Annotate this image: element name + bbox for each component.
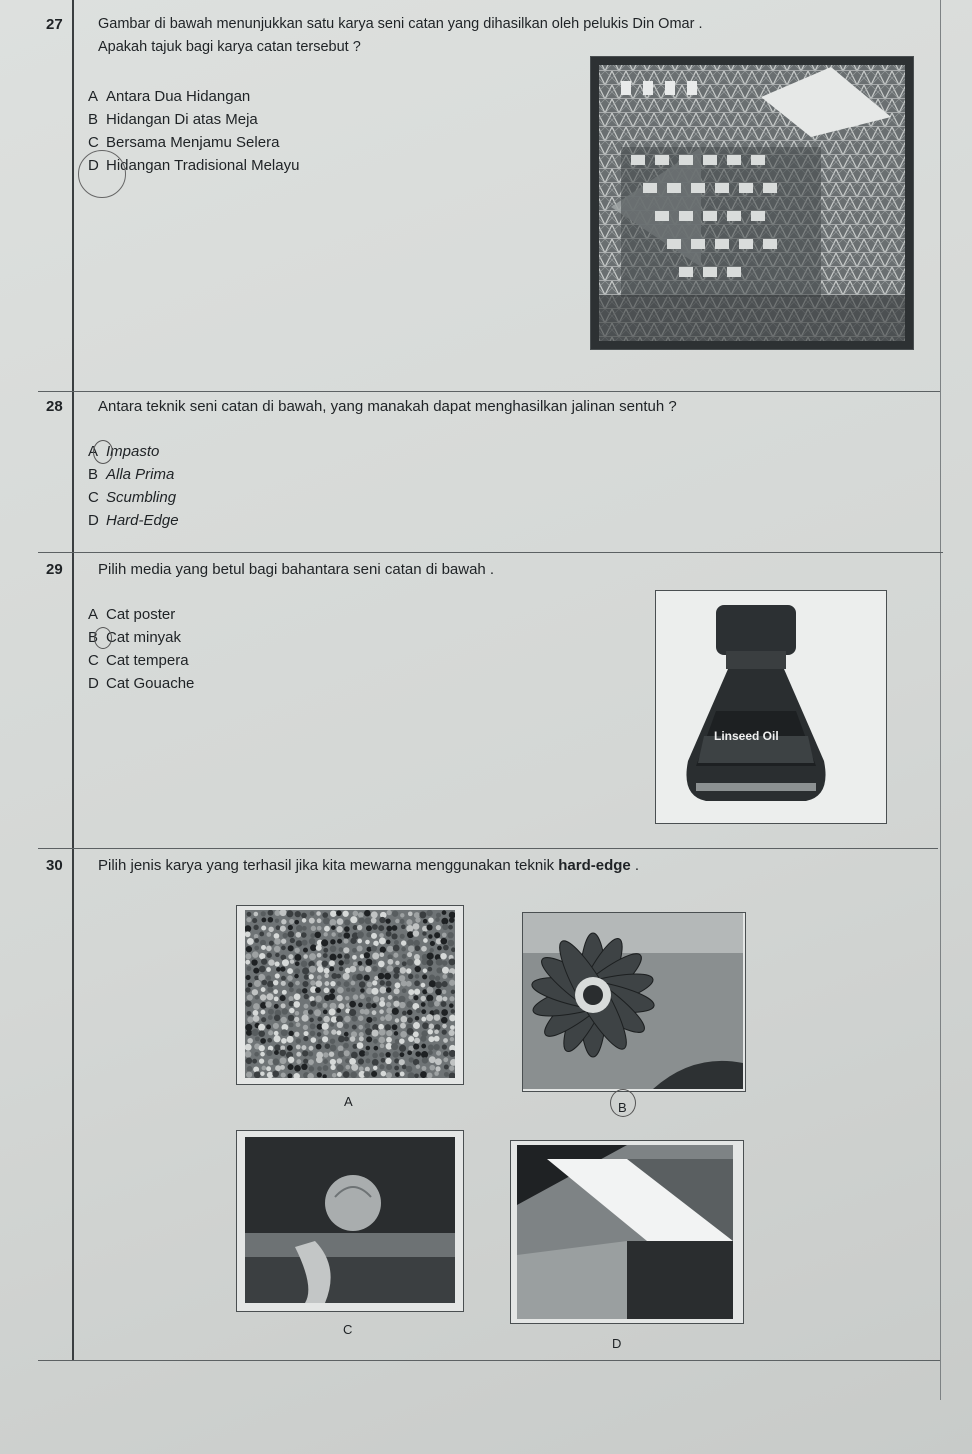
answer-circle-q29 (94, 627, 112, 649)
still-life-painting (245, 1137, 455, 1303)
margin-line (72, 0, 74, 1360)
q30-caption-b: B (618, 1100, 627, 1115)
q28-option-d[interactable]: D Hard-Edge (88, 512, 179, 529)
divider-27-28 (38, 391, 940, 392)
bottle-label: Linseed Oil (714, 729, 779, 743)
q27-option-a[interactable]: A Antara Dua Hidangan (88, 88, 251, 105)
q27-painting-image (590, 56, 914, 350)
q27-text-line2: Apakah tajuk bagi karya catan tersebut ? (98, 39, 361, 55)
linseed-oil-bottle-image (655, 590, 887, 824)
bottom-divider (38, 1360, 940, 1361)
q29-option-d[interactable]: D Cat Gouache (88, 675, 195, 692)
divider-28-29 (38, 552, 943, 553)
pointillism-painting (245, 910, 455, 1078)
q30-image-b[interactable] (522, 912, 746, 1092)
q30-image-d[interactable] (510, 1140, 744, 1324)
answer-circle-q27 (78, 150, 126, 198)
q29-number: 29 (46, 561, 63, 578)
q28-text: Antara teknik seni catan di bawah, yang manakah dapat menghasilkan jalinan sentuh ? (98, 398, 677, 415)
q29-option-c[interactable]: C Cat tempera (88, 652, 189, 669)
q27-number: 27 (46, 16, 63, 33)
q28-number: 28 (46, 398, 63, 415)
q29-text: Pilih media yang betul bagi bahantara seni catan di bawah . (98, 561, 495, 578)
q27-option-b[interactable]: B Hidangan Di atas Meja (88, 111, 258, 128)
q28-option-c[interactable]: C Scumbling (88, 489, 177, 506)
q30-caption-a: A (344, 1094, 353, 1109)
hard-edge-painting (517, 1145, 733, 1319)
q27-text-line1: Gambar di bawah menunjukkan satu karya seni catan yang dihasilkan oleh pelukis Din Omar . (98, 16, 703, 32)
q30-number: 30 (46, 857, 63, 874)
q29-option-a[interactable]: A Cat poster (88, 606, 176, 623)
q27-option-d[interactable]: D Hidangan Tradisional Melayu (88, 157, 300, 174)
answer-circle-q30 (610, 1089, 636, 1117)
answer-circle-q28 (93, 440, 113, 464)
q30-caption-d: D (612, 1336, 622, 1351)
q28-option-a[interactable]: A Impasto (88, 443, 160, 460)
q28-option-b[interactable]: B Alla Prima (88, 466, 175, 483)
flower-painting (523, 913, 743, 1089)
q30-caption-c: C (343, 1322, 353, 1337)
q30-image-c[interactable] (236, 1130, 464, 1312)
q29-option-b[interactable]: B Cat minyak (88, 629, 182, 646)
right-border-line (940, 0, 941, 1400)
q30-text: Pilih jenis karya yang terhasil jika kita mewarna menggunakan teknik hard-edge . (98, 857, 640, 874)
q30-image-a[interactable] (236, 905, 464, 1085)
q27-option-c[interactable]: C Bersama Menjamu Selera (88, 134, 280, 151)
divider-29-30 (38, 848, 938, 849)
